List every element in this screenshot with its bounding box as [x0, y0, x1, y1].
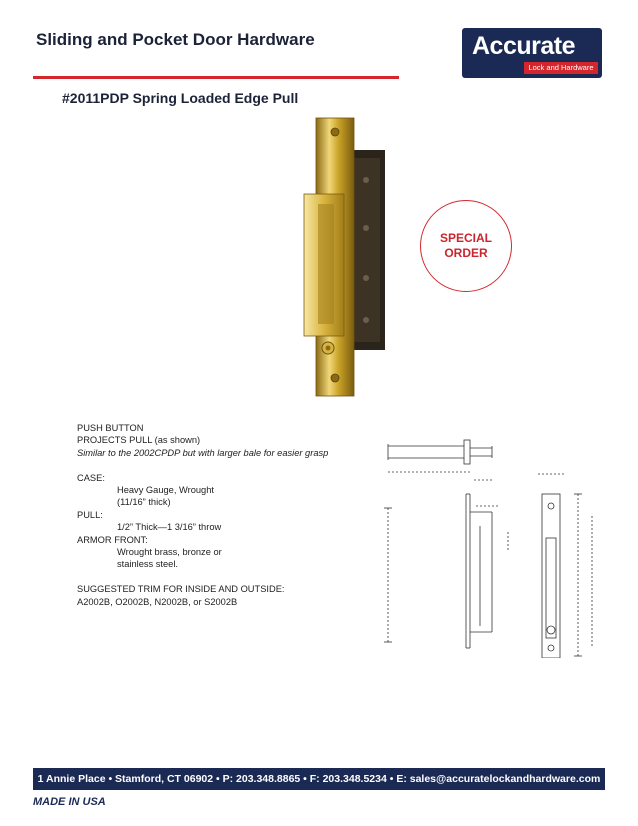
spec-pull-line1: 1/2” Thick—1 3/16” throw [117, 522, 222, 533]
drawing-front-view [538, 474, 592, 658]
spec-trim-heading: SUGGESTED TRIM FOR INSIDE AND OUTSIDE: [77, 584, 285, 595]
special-order-line2: ORDER [444, 246, 488, 260]
logo-subtitle: Lock and Hardware [524, 62, 598, 74]
spec-case-line2: (11/16” thick) [117, 497, 171, 508]
header-red-rule [33, 76, 399, 79]
spec-note: Similar to the 2002CPDP but with larger bale for easier grasp [77, 447, 329, 458]
spec-push-button-heading: PUSH BUTTON [77, 423, 144, 433]
product-title: #2011PDP Spring Loaded Edge Pull [62, 90, 299, 106]
screw-icon [331, 374, 339, 382]
drawing-top-view [388, 440, 492, 480]
page-title: Sliding and Pocket Door Hardware [36, 30, 315, 49]
logo-wordmark: Accurate [472, 32, 575, 60]
drawing-side-view [384, 494, 508, 648]
made-in-usa: MADE IN USA [33, 796, 106, 808]
technical-drawing [376, 436, 606, 658]
spec-armor-line2: stainless steel. [117, 559, 178, 570]
spec-case-heading: CASE: [77, 472, 105, 483]
spec-case-line1: Heavy Gauge, Wrought [117, 485, 214, 496]
spec-armor-heading: ARMOR FRONT: [77, 534, 148, 545]
spec-push-button-line: PROJECTS PULL (as shown) [77, 435, 201, 446]
spec-trim-line: A2002B, O2002B, N2002B, or S2002B [77, 596, 238, 607]
special-order-badge [420, 200, 512, 292]
spec-armor-line1: Wrought brass, bronze or [117, 547, 222, 558]
footer-contact-bar: 1 Annie Place • Stamford, CT 06902 • P: 203.348.8865 • F: 203.348.5234 • E: sales@accuratelockandhardware.com [33, 768, 605, 790]
screw-icon [331, 128, 339, 136]
special-order-line1: SPECIAL [439, 231, 492, 245]
company-logo [462, 28, 602, 78]
specifications [77, 422, 347, 608]
spec-pull-heading: PULL: [77, 509, 103, 520]
product-photo [290, 108, 400, 398]
